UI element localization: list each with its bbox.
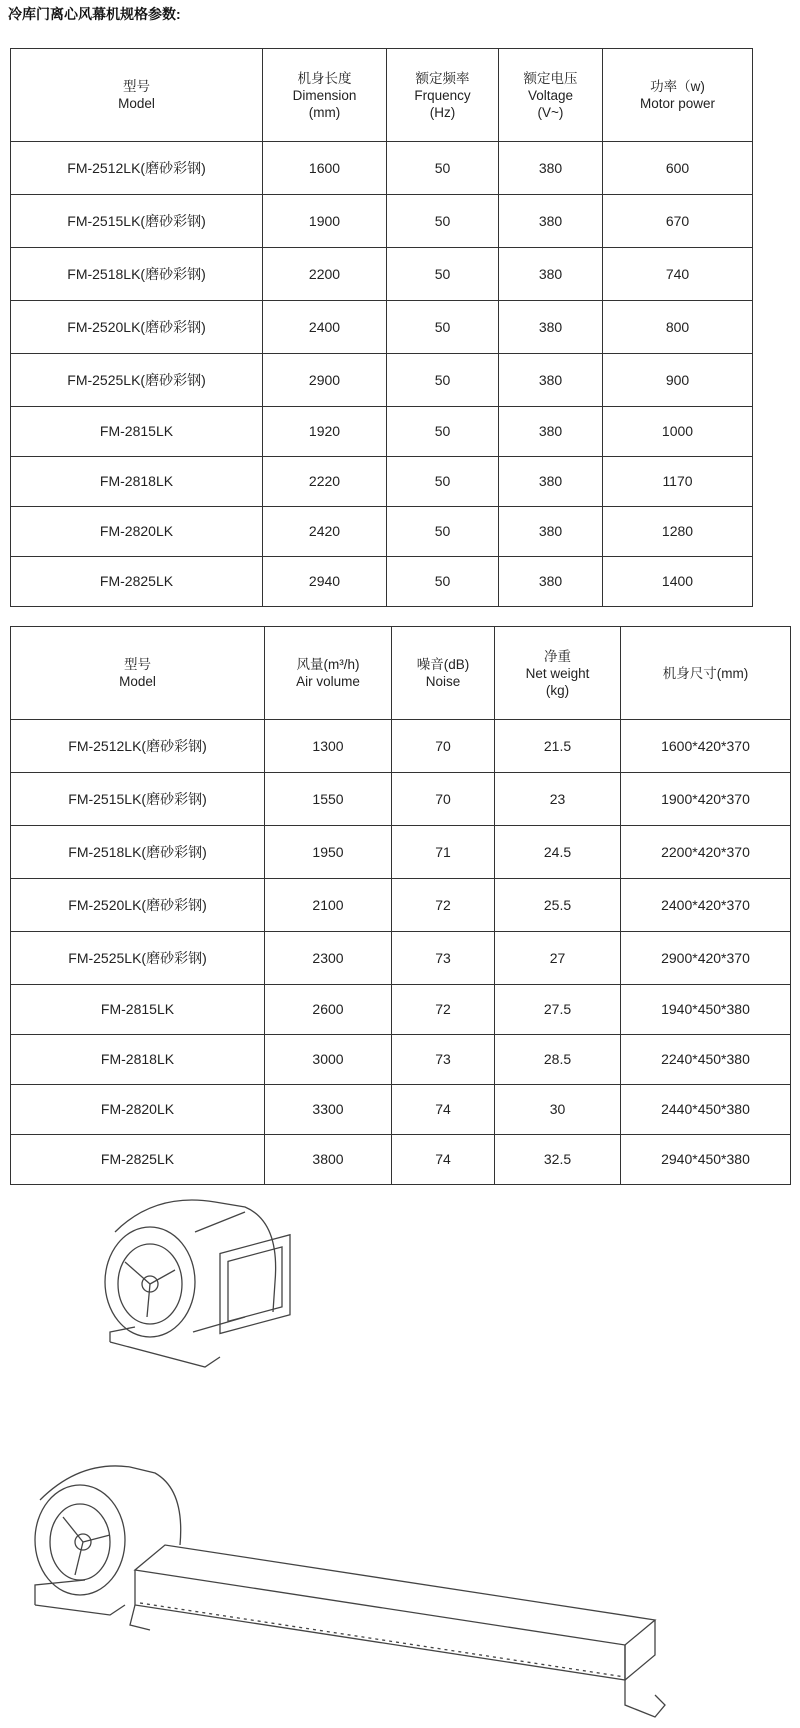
header-model: 型号 Model [11,49,263,142]
header-voltage: 额定电压 Voltage (V~) [499,49,603,142]
table-cell: 30 [495,1085,621,1135]
table-cell: FM-2518LK(磨砂彩钢) [11,826,265,879]
table-cell: 1170 [603,457,753,507]
table-row [11,457,753,507]
table-header-row [11,627,791,720]
table-row [11,1035,791,1085]
table-cell: FM-2825LK [11,1135,265,1185]
table-row [11,826,791,879]
table-cell: 2940 [263,557,387,607]
spec-table-electrical [10,48,753,607]
table-cell: FM-2818LK [11,457,263,507]
table-cell: 50 [387,301,499,354]
table-cell: FM-2525LK(磨砂彩钢) [11,354,263,407]
table-row [11,301,753,354]
table-row [11,1085,791,1135]
table-cell: 1000 [603,407,753,457]
table-cell: 380 [499,407,603,457]
table-cell: 28.5 [495,1035,621,1085]
table-cell: 23 [495,773,621,826]
table-cell: 74 [392,1135,495,1185]
table-cell: 1600 [263,142,387,195]
table-row [11,557,753,607]
table-cell: 50 [387,507,499,557]
table-cell: 70 [392,773,495,826]
table-cell: 73 [392,1035,495,1085]
table-cell: 50 [387,557,499,607]
table-row [11,879,791,932]
table-cell: FM-2518LK(磨砂彩钢) [11,248,263,301]
table-cell: 1950 [265,826,392,879]
table-cell: 2220 [263,457,387,507]
table-cell: 70 [392,720,495,773]
table-cell: 1300 [265,720,392,773]
table-cell: FM-2512LK(磨砂彩钢) [11,142,263,195]
table-cell: 27.5 [495,985,621,1035]
table-cell: 2100 [265,879,392,932]
table-cell: 21.5 [495,720,621,773]
table-cell: 3800 [265,1135,392,1185]
table-cell: FM-2515LK(磨砂彩钢) [11,773,265,826]
page-title: 冷库门离心风幕机规格参数: [8,6,181,22]
table-cell: FM-2815LK [11,985,265,1035]
table-cell: FM-2525LK(磨砂彩钢) [11,932,265,985]
table-row [11,507,753,557]
table-cell: 2200 [263,248,387,301]
table-row [11,354,753,407]
table-cell: FM-2820LK [11,507,263,557]
table-cell: FM-2815LK [11,407,263,457]
table-cell: 670 [603,195,753,248]
table-header-row [11,49,753,142]
table-cell: 27 [495,932,621,985]
header-dimension: 机身长度 Dimension (mm) [263,49,387,142]
table-cell: 1920 [263,407,387,457]
table-row [11,142,753,195]
table-cell: 74 [392,1085,495,1135]
table-cell: 1400 [603,557,753,607]
table-cell: 1280 [603,507,753,557]
table-cell: 380 [499,142,603,195]
table-cell: 2900*420*370 [621,932,791,985]
table-cell: 1900 [263,195,387,248]
table-cell: 50 [387,407,499,457]
table-cell: 380 [499,248,603,301]
table-cell: 900 [603,354,753,407]
table-cell: FM-2520LK(磨砂彩钢) [11,879,265,932]
table-cell: 1900*420*370 [621,773,791,826]
table-cell: 600 [603,142,753,195]
table-cell: 1550 [265,773,392,826]
table-cell: 50 [387,354,499,407]
table-cell: 2440*450*380 [621,1085,791,1135]
table-cell: 380 [499,557,603,607]
table-row [11,195,753,248]
header-noise: 噪音(dB) Noise [392,627,495,720]
table-cell: 1940*450*380 [621,985,791,1035]
table-cell: 32.5 [495,1135,621,1185]
table-row [11,1135,791,1185]
table-cell: 2900 [263,354,387,407]
table-row [11,248,753,301]
table-cell: 24.5 [495,826,621,879]
table-cell: 2600 [265,985,392,1035]
table-cell: 2300 [265,932,392,985]
header-body-size: 机身尺寸(mm) [621,627,791,720]
header-net-weight: 净重 Net weight (kg) [495,627,621,720]
table-cell: 2400 [263,301,387,354]
spec-table-performance [10,626,791,1185]
centrifugal-fan-drawing [95,1192,295,1382]
table-cell: 2420 [263,507,387,557]
table-cell: 3300 [265,1085,392,1135]
table-cell: 380 [499,507,603,557]
table-cell: 72 [392,985,495,1035]
header-model: 型号 Model [11,627,265,720]
table-cell: 380 [499,301,603,354]
table-cell: 2400*420*370 [621,879,791,932]
table-cell: 2240*450*380 [621,1035,791,1085]
table-cell: 50 [387,457,499,507]
table-cell: 50 [387,195,499,248]
table-row [11,932,791,985]
table-cell: 25.5 [495,879,621,932]
table-cell: 800 [603,301,753,354]
table-cell: 71 [392,826,495,879]
table-cell: 380 [499,354,603,407]
header-air-volume: 风量(m³/h) Air volume [265,627,392,720]
table-cell: FM-2825LK [11,557,263,607]
table-row [11,773,791,826]
table-cell: 380 [499,195,603,248]
table-cell: 3000 [265,1035,392,1085]
table-cell: 2200*420*370 [621,826,791,879]
table-cell: 72 [392,879,495,932]
table-cell: FM-2520LK(磨砂彩钢) [11,301,263,354]
table-cell: FM-2515LK(磨砂彩钢) [11,195,263,248]
table-row [11,720,791,773]
table-cell: FM-2818LK [11,1035,265,1085]
table-cell: 50 [387,142,499,195]
table-cell: 73 [392,932,495,985]
table-cell: FM-2820LK [11,1085,265,1135]
table-cell: 50 [387,248,499,301]
air-curtain-unit-drawing [25,1455,775,1720]
header-motor-power: 功率（w) Motor power [603,49,753,142]
table-row [11,407,753,457]
table-row [11,985,791,1035]
table-cell: 740 [603,248,753,301]
table-cell: 380 [499,457,603,507]
table-cell: 1600*420*370 [621,720,791,773]
header-frequency: 额定频率 Frquency (Hz) [387,49,499,142]
table-cell: 2940*450*380 [621,1135,791,1185]
table-cell: FM-2512LK(磨砂彩钢) [11,720,265,773]
